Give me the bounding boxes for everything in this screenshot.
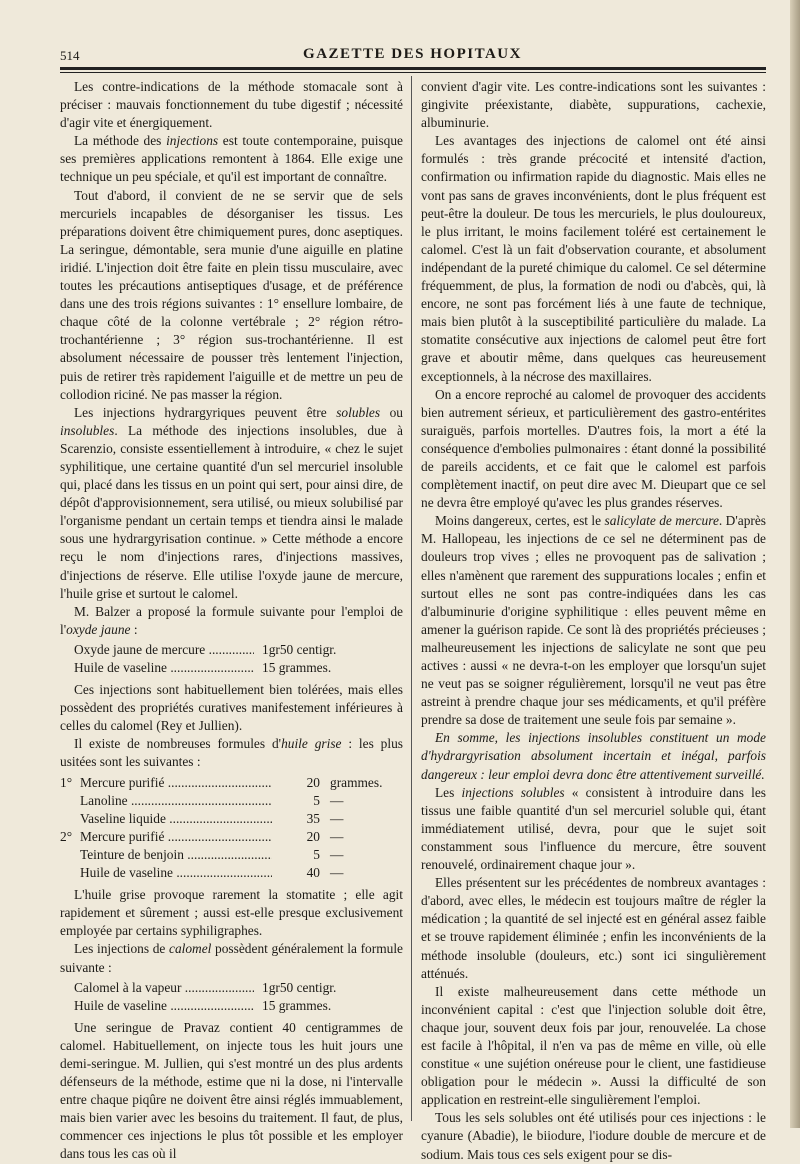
- paragraph: Les contre-indications de la méthode stomacale sont à préciser : mauvais fonctionnement du tube digestif ; nécessité d'agir vite et énergiquement.: [60, 79, 403, 131]
- formula-row: 1° Mercure purifié ..... 20 grammes.: [60, 774, 403, 792]
- journal-title: GAZETTE DES HOPITAUX: [303, 46, 522, 62]
- paragraph: L'huile grise provoque rarement la stomatite ; elle agit rapidement et sûrement ; aussi est-elle presque exclusivement employée par certains syphiligraphes.: [60, 887, 403, 939]
- formula-row: Oxyde jaune de mercure ..... 1gr50 centigr.: [74, 641, 403, 659]
- paragraph: Une seringue de Pravaz contient 40 centigrammes de calomel. Habituellement, on injecte tous les huit jours une demi-seringue. M. Jullien, qui s'est montré un des plus ardents défenseurs de la méthode, estime que ni la dose, ni l'intervalle entre chaque piqûre ne doivent être ainsi réglés immuablement, mais bien varier avec les besoins du traitement. Il faut, de plus, commencer ces injections le plus tôt possible et les employer dans tous les cas où il: [60, 1019, 403, 1162]
- paragraph: convient d'agir vite. Les contre-indications sont les suivantes : gingivite préexistante, diabète, suppurations, cachexie, albuminurie.: [421, 79, 766, 131]
- formula-row: Vaseline liquide ..... 35 —: [60, 810, 403, 828]
- left-column: [60, 78, 403, 1164]
- paragraph: Tous les sels solubles ont été utilisés pour ces injections : le cyanure (Abadie), le biiodure, l'iodure double de mercure et de sodium. Mais tous ces sels exigent pour se dis-: [421, 1110, 766, 1162]
- header-rule-thin: [60, 72, 766, 73]
- paragraph: Il existe malheureusement dans cette méthode un inconvénient capital : c'est que l'injection soluble doit être, chaque jour, souvent deux fois par jour, renouvelée. La chose est facile à l'hôpital, il n'en va pas de même en ville, où elle constitue « une sujétion onéreuse pour le client, une fastidieuse obligation pour le médecin ». Aussi la difficulté de son application en restreint-elle singulièrement l'emploi.: [421, 983, 766, 1108]
- formula-row: Huile de vaseline ..... 40 —: [60, 864, 403, 882]
- paragraph: Elles présentent sur les précédentes de nombreux avantages : d'abord, avec elles, le médecin est toujours maître de régler la médication ; la quantité de sel injecté est en général assez faible et se trouve rapidement éliminée ; enfin les inconvénients de la méthode insoluble (douleurs, etc.) sont ici singulièrement atténués.: [421, 875, 766, 981]
- formula-row: Teinture de benjoin ..... 5 —: [60, 846, 403, 864]
- formula-huile-grise: [60, 774, 403, 883]
- formula-row: 2° Mercure purifié ..... 20 —: [60, 828, 403, 846]
- paragraph-italic: En somme, les injections insolubles constituent un mode d'hydrargyrisation absolument incertain et inégal, parfois dangereux : leur emploi devra donc être attentivement surveillé.: [421, 730, 766, 782]
- paragraph: Les avantages des injections de calomel ont été ainsi formulés : très grande précocité et intensité d'action, confirmation ou infirmation rapide du diagnostic. Mais elles ne vont pas sans de graves inconvénients, dont le plus fréquent est peut-être la douleur. De tous les mercuriels, le plus douloureux, le plus irritant, le moins facilement toléré est certainement le calomel. C'est là un fait d'observation courante, et absolument indépendant de la pureté chimique du calomel. Ce sel détermine fréquemment, de plus, la formation de nodi ou d'abcès, qui, là encore, ne sont pas forcément liés à une faute de technique, mais bien plutôt à la susceptibilité particulière du malade. La stomatite consécutive aux injections de calomel peut être fort grave et aboutir même, dans quelques cas heureusement exceptionnels, à la nécrose des maxillaires.: [421, 133, 766, 384]
- formula-row: Calomel à la vapeur ..... 1gr50 centigr.: [74, 979, 403, 997]
- page-edge-shadow: [790, 0, 800, 1128]
- paragraph: Il existe de nombreuses formules d'huile grise : les plus usitées sont les suivantes :: [60, 736, 403, 770]
- paragraph: La méthode des injections est toute contemporaine, puisque ses premières applications remontent à 1864. Elle exige une technique un peu spéciale, et qu'il est important de connaître.: [60, 133, 403, 185]
- paragraph: Les injections de calomel possèdent généralement la formule suivante :: [60, 941, 403, 975]
- page-number: 514: [60, 48, 80, 63]
- running-header: [60, 40, 765, 62]
- paragraph: Les injections solubles « consistent à introduire dans les tissus une faible quantité d'un sel mercuriel soluble qui, étant immédiatement utilisé, devra, pour que le sujet soit constamment sous l'influence du mercure, être souvent renouvelé, ordinairement chaque jour ».: [421, 784, 766, 873]
- header-rule-thick: [60, 67, 766, 70]
- paragraph: Tout d'abord, il convient de ne se servir que de sels mercuriels incapables de désorganiser les tissus. Les préparations doivent être chimiquement pures, donc aseptiques. La seringue, démontable, sera munie d'une aiguille en platine iridié. L'injection doit être faite en plein tissu musculaire, avec toutes les précautions antiseptiques d'usage, et de préférence dans une des trois régions suivantes : 1° ensellure lombaire, de chaque côté de la colonne vertébrale ; 2° région rétro-trochantérienne ; 3° région sus-trochantérienne. Il est absolument nécessaire de pousser très lentement l'injection, puis de retirer très rapidement l'aiguille et de mettre un peu de collodion riciné. Ne pas masser la région.: [60, 187, 403, 402]
- paragraph: Les injections hydrargyriques peuvent être solubles ou insolubles. La méthode des injections insolubles, due à Scarenzio, consiste essentiellement à introduire, « chez le sujet syphilitique, une certaine quantité d'un sel mercuriel insoluble qui, placé dans les tissus en un point qui sert, pour ainsi dire, de dépôt d'approvisionnement, sera utilisé, ou mieux solubilisé par l'organisme pendant un certain temps et tiendra ainsi le malade sous une hydrargyrisation continue. » Cette méthode a encore reçu le nom d'injections rares, d'injections massives, d'injections de réserve. Elle utilise l'oxyde jaune de mercure, l'huile grise et surtout le calomel.: [60, 404, 403, 601]
- paragraph: Ces injections sont habituellement bien tolérées, mais elles possèdent des propriétés curatives manifestement inférieures à celles du calomel (Rey et Jullien).: [60, 682, 403, 734]
- paragraph: M. Balzer a proposé la formule suivante pour l'emploi de l'oxyde jaune :: [60, 603, 403, 637]
- formula-row: Lanoline ..... 5 —: [60, 792, 403, 810]
- column-divider: [411, 76, 412, 1121]
- formula-row: Huile de vaseline ..... 15 grammes.: [74, 997, 403, 1015]
- right-column: [421, 78, 766, 1164]
- formula-oxyde-jaune: [60, 641, 403, 677]
- formula-row: Huile de vaseline ..... 15 grammes.: [74, 659, 403, 677]
- paragraph: Moins dangereux, certes, est le salicylate de mercure. D'après M. Hallopeau, les injections de ce sel ne déterminent pas de douleurs trop vives ; elles ne provoquent pas de salivation ; elles n'amènent que rarement des suppurations locales ; enfin et surtout elles ne sont pas contre-indiquées dans les cas d'albuminurie d'origine syphilitique : elles peuvent même en amener la guérison rapide. Ce sont là des propriétés précieuses ; malheureusement les injections de salicylate ne sont que peu actives : aussi « ne devra-t-on les employer que lorsqu'un sujet ne veut pas se soigner régulièrement, lorsqu'il ne veut pas être astreint à prendre chaque jour ses médicaments, et qu'il préfère prendre sa dose de traitement une seule fois par semaine ».: [421, 513, 766, 728]
- formula-calomel: [60, 979, 403, 1015]
- paragraph: On a encore reproché au calomel de provoquer des accidents bien autrement sérieux, et particulièrement des gastro-entérites suraiguës, parfois mortelles. D'autres fois, la mort a été la conséquence d'embolies pulmonaires : étant donné la possibilité de pareils accidents, et ce fait que le calomel est parfois complètement inactif, on peut dire avec M. Dieupart que ce sel ne devra être employé qu'avec les plus grandes réserves.: [421, 386, 766, 511]
